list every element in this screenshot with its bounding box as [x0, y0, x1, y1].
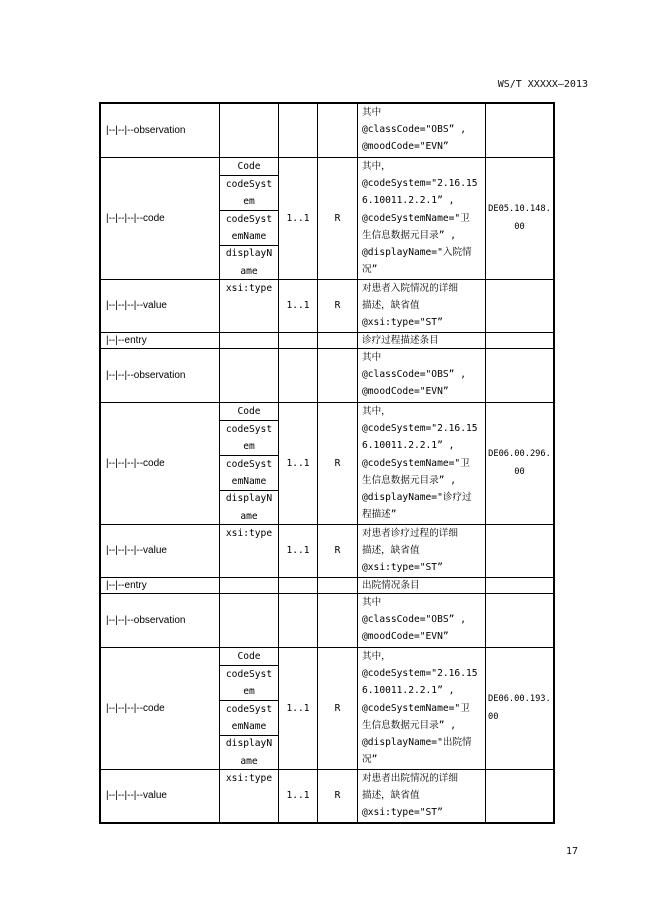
- element-path: |--|--|--|--value: [106, 790, 167, 802]
- empty-cell: [485, 279, 554, 333]
- empty-cell: [485, 769, 554, 823]
- cardinality: 1..1: [286, 790, 310, 802]
- description-line: @moodCode="EVN”: [362, 631, 449, 643]
- attribute-name: emName: [231, 476, 267, 487]
- attribute-name: Code: [237, 650, 261, 662]
- empty-cell: [219, 593, 279, 648]
- element-path-cell: [100, 647, 220, 770]
- description-line: @xsi:type="ST”: [362, 317, 443, 329]
- attribute-name: Code: [237, 160, 261, 172]
- empty-cell: [278, 103, 318, 158]
- empty-cell: [219, 103, 279, 158]
- empty-cell: [485, 348, 554, 403]
- description-cell: [357, 332, 486, 349]
- attribute-cell: [219, 420, 279, 456]
- empty-cell: [485, 524, 554, 578]
- attribute-name: ame: [240, 755, 258, 767]
- empty-cell: [278, 577, 318, 594]
- description-cell: [357, 524, 486, 578]
- description-cell: [357, 157, 486, 280]
- empty-cell: [278, 332, 318, 349]
- element-path: |--|--|--|--value: [106, 300, 167, 312]
- cardinality: 1..1: [286, 457, 310, 469]
- description-line: 对患者诊疗过程的详细: [362, 528, 458, 539]
- attribute-name: xsi:type: [225, 528, 273, 539]
- empty-cell: [219, 348, 279, 403]
- attribute-name: codeSyst: [225, 423, 273, 435]
- attribute-cell: [219, 279, 279, 333]
- cardinality: 1..1: [286, 300, 310, 312]
- description-line: @classCode="OBS” ,: [362, 124, 466, 136]
- attribute-cell: [219, 210, 279, 246]
- attribute-cell: [219, 245, 279, 280]
- empty-cell: [485, 332, 554, 349]
- attribute-cell: [219, 735, 279, 770]
- description-line: @moodCode="EVN”: [362, 141, 449, 153]
- attribute-name: displayN: [225, 248, 273, 260]
- data-element-id: DE06.00.296.: [488, 449, 551, 460]
- description-line: 其中: [362, 597, 382, 608]
- description-line: @displayName="诊疗过: [362, 492, 472, 504]
- attribute-name: xsi:type: [225, 283, 273, 294]
- description-line: @moodCode="EVN”: [362, 386, 449, 398]
- description-cell: [357, 593, 486, 648]
- constraint: R: [334, 457, 341, 469]
- empty-cell: [278, 348, 318, 403]
- constraint-cell: [317, 524, 358, 578]
- element-path-cell: [100, 279, 220, 333]
- description-line: @classCode="OBS” ,: [362, 369, 466, 381]
- cardinality-cell: [278, 402, 318, 525]
- cardinality: 1..1: [286, 702, 310, 714]
- description-cell: [357, 279, 486, 333]
- element-path-cell: [100, 332, 220, 349]
- attribute-cell: [219, 647, 279, 666]
- cardinality: 1..1: [286, 545, 310, 557]
- attribute-name: ame: [240, 265, 258, 277]
- description-line: @xsi:type="ST”: [362, 562, 443, 574]
- attribute-name: Code: [237, 405, 261, 417]
- element-path-cell: [100, 524, 220, 578]
- description-line: @xsi:type="ST”: [362, 807, 443, 819]
- description-line: 生信息数据元目录” ,: [362, 474, 457, 486]
- description-line: 其中，: [362, 651, 391, 662]
- attribute-name: ame: [240, 510, 258, 522]
- empty-cell: [219, 332, 279, 349]
- description-cell: [357, 577, 486, 594]
- description-line: @codeSystem="2.16.15: [362, 178, 478, 190]
- cardinality-cell: [278, 647, 318, 770]
- data-element-id-cell: [485, 647, 554, 770]
- empty-cell: [317, 593, 358, 648]
- attribute-name: displayN: [225, 493, 273, 505]
- element-path: |--|--|--|--code: [106, 702, 165, 714]
- element-path: |--|--|--observation: [106, 369, 186, 381]
- element-path-cell: [100, 593, 220, 648]
- element-path-cell: [100, 157, 220, 280]
- empty-cell: [317, 577, 358, 594]
- attribute-name: codeSyst: [225, 668, 273, 680]
- cardinality-cell: [278, 157, 318, 280]
- attribute-name: em: [243, 196, 255, 207]
- cardinality-cell: [278, 769, 318, 823]
- empty-cell: [317, 103, 358, 158]
- element-path: |--|--|--|--code: [106, 457, 165, 469]
- description-line: @codeSystem="2.16.15: [362, 423, 478, 435]
- attribute-cell: [219, 490, 279, 525]
- attribute-cell: [219, 665, 279, 701]
- attribute-name: codeSyst: [225, 213, 273, 225]
- constraint: R: [334, 702, 341, 714]
- constraint: R: [334, 545, 341, 557]
- description-line: @codeSystemName="卫: [362, 212, 470, 224]
- data-element-id: DE05.10.148.: [488, 204, 551, 215]
- description-line: 其中: [362, 352, 382, 363]
- description-line: 生信息数据元目录” ,: [362, 719, 457, 731]
- attribute-cell: [219, 700, 279, 736]
- attribute-name: emName: [231, 721, 267, 732]
- cardinality: 1..1: [286, 212, 310, 224]
- element-path: |--|--|--observation: [106, 124, 186, 136]
- description-line: 其中，: [362, 161, 391, 172]
- element-path-cell: [100, 348, 220, 403]
- element-path-cell: [100, 103, 220, 158]
- description-line: @classCode="OBS” ,: [362, 614, 466, 626]
- data-element-id: 00: [488, 711, 499, 722]
- constraint: R: [334, 212, 341, 224]
- empty-cell: [485, 577, 554, 594]
- element-path-cell: [100, 769, 220, 823]
- description-line: 况”: [362, 264, 378, 276]
- page-number: 17: [566, 846, 579, 857]
- description-line: 6.10011.2.2.1” ,: [362, 440, 455, 452]
- attribute-cell: [219, 157, 279, 176]
- element-path: |--|--|--|--code: [106, 212, 165, 224]
- description-line: @displayName="入院情: [362, 247, 472, 259]
- empty-cell: [485, 593, 554, 648]
- element-path: |--|--entry: [106, 335, 147, 346]
- element-path: |--|--|--observation: [106, 614, 186, 626]
- description-cell: [357, 769, 486, 823]
- empty-cell: [485, 103, 554, 158]
- description-line: 出院情况条目: [362, 580, 420, 591]
- constraint-cell: [317, 647, 358, 770]
- description-line: 6.10011.2.2.1” ,: [362, 685, 455, 697]
- description-cell: [357, 647, 486, 770]
- constraint-cell: [317, 769, 358, 823]
- description-cell: [357, 402, 486, 525]
- data-element-id: DE06.00.193.: [488, 694, 551, 705]
- description-line: @codeSystemName="卫: [362, 457, 470, 469]
- description-line: @codeSystem="2.16.15: [362, 668, 478, 680]
- description-line: @displayName="出院情: [362, 737, 472, 749]
- data-element-id-cell: [485, 157, 554, 280]
- attribute-cell: [219, 455, 279, 491]
- description-line: 对患者出院情况的详细: [362, 773, 458, 784]
- attribute-name: codeSyst: [225, 458, 273, 470]
- attribute-name: em: [243, 441, 255, 452]
- description-line: 描述，缺省值: [362, 790, 420, 802]
- description-line: 描述，缺省值: [362, 545, 420, 557]
- attribute-cell: [219, 524, 279, 578]
- description-line: 生信息数据元目录” ,: [362, 229, 457, 241]
- description-line: 况”: [362, 754, 378, 766]
- description-line: 对患者入院情况的详细: [362, 283, 458, 294]
- description-line: 其中，: [362, 406, 391, 417]
- element-path-cell: [100, 577, 220, 594]
- attribute-cell: [219, 402, 279, 421]
- description-line: @codeSystemName="卫: [362, 702, 470, 714]
- description-line: 其中: [362, 107, 382, 118]
- attribute-name: codeSyst: [225, 703, 273, 715]
- empty-cell: [219, 577, 279, 594]
- description-cell: [357, 103, 486, 158]
- empty-cell: [317, 348, 358, 403]
- description-line: 6.10011.2.2.1” ,: [362, 195, 455, 207]
- attribute-name: codeSyst: [225, 178, 273, 190]
- data-element-id: 00: [514, 466, 525, 477]
- description-line: 程描述”: [362, 509, 397, 521]
- constraint: R: [334, 790, 341, 802]
- element-path: |--|--|--|--value: [106, 545, 167, 557]
- attribute-cell: [219, 175, 279, 211]
- constraint: R: [334, 300, 341, 312]
- attribute-name: emName: [231, 231, 267, 242]
- document-code-header: WS/T XXXXX—2013: [497, 79, 588, 90]
- attribute-name: em: [243, 686, 255, 697]
- description-cell: [357, 348, 486, 403]
- attribute-name: xsi:type: [225, 773, 273, 784]
- constraint-cell: [317, 279, 358, 333]
- attribute-cell: [219, 769, 279, 823]
- cardinality-cell: [278, 524, 318, 578]
- cardinality-cell: [278, 279, 318, 333]
- description-line: 描述，缺省值: [362, 300, 420, 312]
- description-line: 诊疗过程描述条目: [362, 335, 439, 346]
- constraint-cell: [317, 402, 358, 525]
- element-path-cell: [100, 402, 220, 525]
- attribute-name: displayN: [225, 738, 273, 750]
- empty-cell: [278, 593, 318, 648]
- data-element-id: 00: [514, 221, 525, 232]
- element-path: |--|--entry: [106, 580, 147, 591]
- data-element-id-cell: [485, 402, 554, 525]
- empty-cell: [317, 332, 358, 349]
- constraint-cell: [317, 157, 358, 280]
